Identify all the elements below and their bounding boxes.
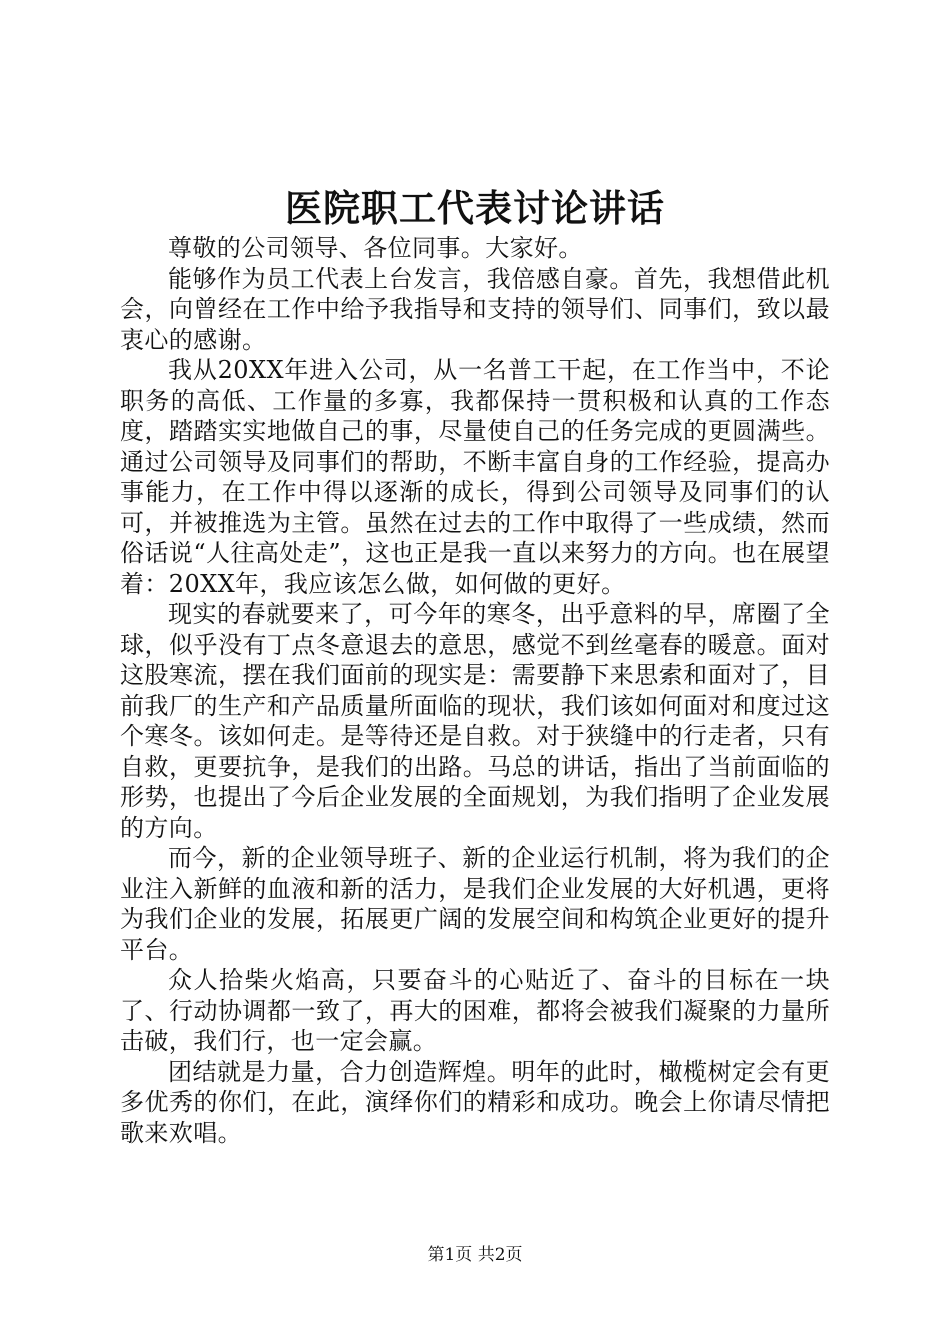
paragraph-new-leadership: 而今，新的企业领导班子、新的企业运行机制，将为我们的企业注入新鲜的血液和新的活力，是我们企业发展的大好机遇，更将为我们企业的发展，拓展更广阔的发展空间和构筑企业更好的提升平台。: [120, 844, 830, 964]
document-body: [120, 233, 830, 1148]
page-number-footer: 第1页 共2页: [427, 1245, 523, 1265]
paragraph-winter: 现实的春就要来了，可今年的寒冬，出乎意料的早，席圈了全球，似乎没有丁点冬意退去的意思，感觉不到丝毫春的暖意。面对这股寒流，摆在我们面前的现实是：需要静下来思索和面对了，目前我厂的生产和产品质量所面临的现状，我们该如何面对和度过这个寒冬。该如何走。是等待还是自救。对于狭缝中的行走者，只有自救，更要抗争，是我们的出路。马总的讲话，指出了当前面临的形势，也提出了今后企业发展的全面规划，为我们指明了企业发展的方向。: [120, 600, 830, 842]
document-title: 医院职工代表讨论讲话: [285, 186, 665, 230]
paragraph-greeting: 尊敬的公司领导、各位同事。大家好。: [168, 234, 583, 262]
paragraph-closing: 团结就是力量，合力创造辉煌。明年的此时，橄榄树定会有更多优秀的你们，在此，演绎你们的精彩和成功。晚会上你请尽情把歌来欢唱。: [120, 1057, 830, 1147]
paragraph-thanks: 能够作为员工代表上台发言，我倍感自豪。首先，我想借此机会，向曾经在工作中给予我指导和支持的领导们、同事们，致以最衷心的感谢。: [120, 264, 830, 354]
paragraph-career: 我从20XX年进入公司，从一名普工干起，在工作当中，不论职务的高低、工作量的多寡，我都保持一贯积极和认真的工作态度，踏踏实实地做自己的事，尽量使自己的任务完成的更圆满些。通过公司领导及同事们的帮助，不断丰富自身的工作经验，提高办事能力，在工作中得以逐渐的成长，得到公司领导及同事们的认可，并被推选为主管。虽然在过去的工作中取得了一些成绩，然而俗话说“人往高处走”，这也正是我一直以来努力的方向。也在展望着：20XX年，我应该怎么做，如何做的更好。: [120, 356, 830, 598]
paragraph-unity: 众人拾柴火焰高，只要奋斗的心贴近了、奋斗的目标在一块了、行动协调都一致了，再大的困难，都将会被我们凝聚的力量所击破，我们行，也一定会赢。: [120, 966, 830, 1055]
